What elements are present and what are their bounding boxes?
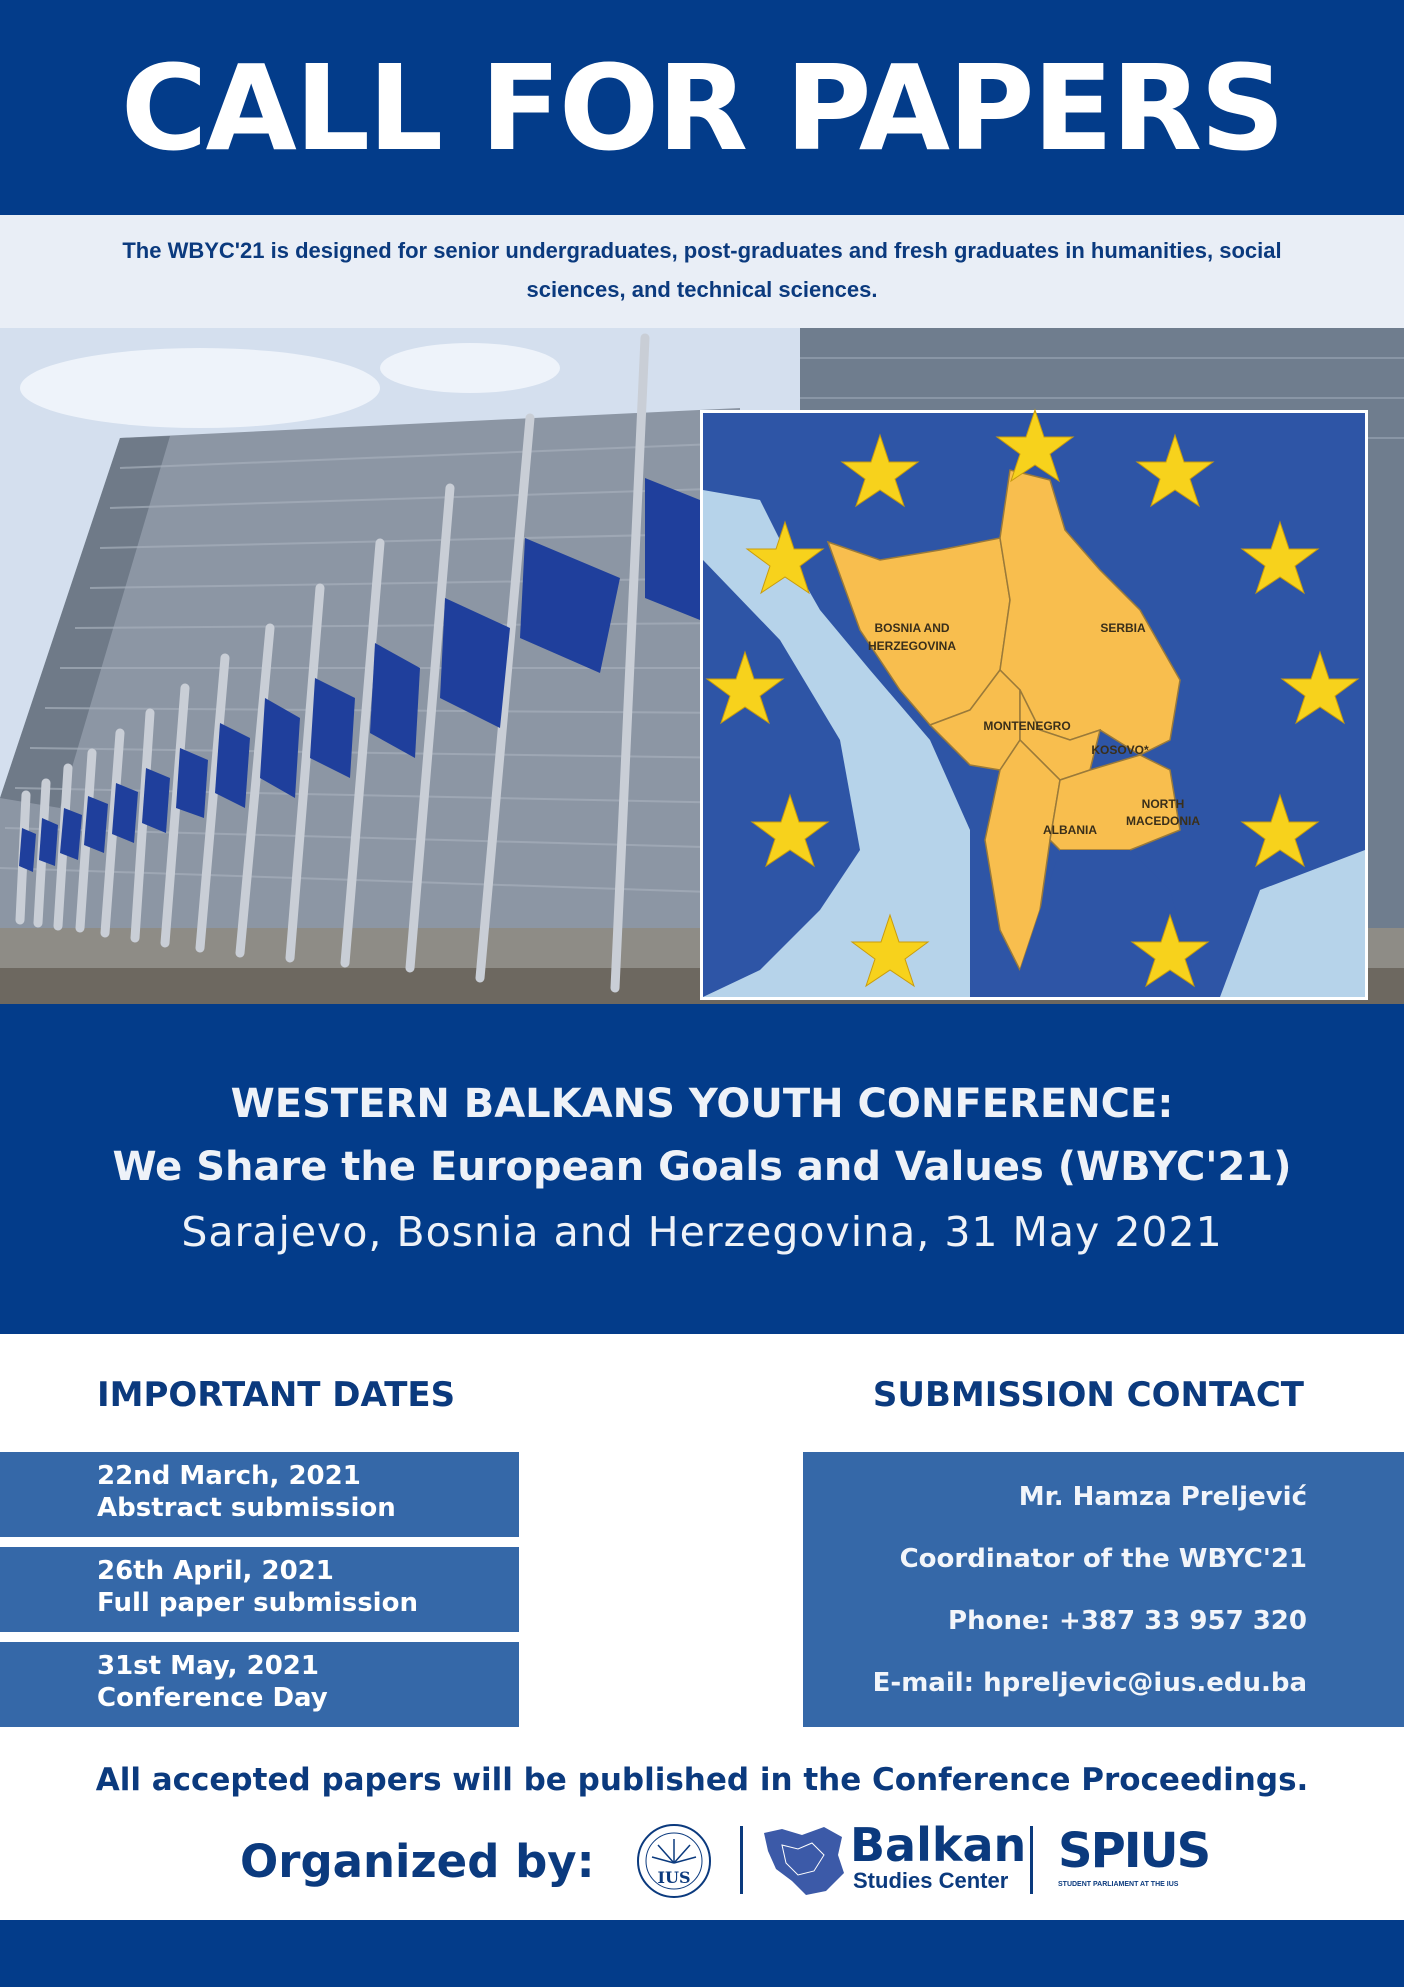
date-value: 22nd March, 2021 [97,1461,361,1491]
date-event: Full paper submission [97,1588,418,1618]
date-event: Abstract submission [97,1493,396,1523]
ius-logo [636,1823,712,1899]
eu-building-illustration [0,328,1404,1004]
contact-phone: Phone: +387 33 957 320 [948,1606,1307,1636]
contact-name: Mr. Hamza Preljević [1018,1482,1307,1512]
svg-text:IUS: IUS [657,1868,691,1887]
map-label-albania: ALBANIA [1043,823,1097,837]
intro-band [0,215,1404,328]
logo-divider [1030,1826,1033,1894]
map-label-bosnia-1: BOSNIA AND [874,621,950,635]
date-value: 26th April, 2021 [97,1556,334,1586]
balkans-map [700,410,1368,1000]
map-label-serbia: SERBIA [1100,621,1146,635]
submission-contact-heading: SUBMISSION CONTACT [872,1375,1304,1415]
conference-band [0,1004,1404,1334]
conference-location: Sarajevo, Bosnia and Herzegovina, 31 May 2021 [181,1208,1223,1256]
proceedings-notice: All accepted papers will be published in the Conference Proceedings. [95,1762,1309,1798]
date-value: 31st May, 2021 [97,1651,319,1681]
date-item [0,1452,519,1537]
conference-subtitle: We Share the European Goals and Values (WBYC'21) [112,1144,1292,1190]
hero-photo [0,328,1404,1004]
date-item [0,1547,519,1632]
header-banner [0,0,1404,215]
conference-title: WESTERN BALKANS YOUTH CONFERENCE: [230,1081,1174,1127]
map-label-north-mk-1: NORTH [1141,797,1185,811]
date-item [0,1642,519,1727]
organized-by-label: Organized by: [240,1835,595,1888]
contact-email[interactable]: E-mail: hpreljevic@ius.edu.ba [872,1668,1307,1698]
logo-divider [740,1826,743,1894]
page-title: CALL FOR PAPERS [120,39,1284,177]
important-dates-heading: IMPORTANT DATES [97,1375,456,1415]
spius-logo: SPIUS [1058,1823,1210,1879]
map-label-montenegro: MONTENEGRO [983,719,1071,733]
map-label-north-mk-2: MACEDONIA [1126,814,1200,828]
map-label-bosnia-2: HERZEGOVINA [867,639,957,653]
spius-logo-subtitle: STUDENT PARLIAMENT AT THE IUS [1058,1881,1179,1888]
date-event: Conference Day [97,1683,328,1713]
bsc-logo-title: Balkan [850,1818,1027,1872]
map-label-kosovo: KOSOVO* [1091,743,1149,757]
intro-text: The WBYC'21 is designed for senior undergraduates, post-graduates and fresh graduates in humanities, social sciences, and technical sciences. [122,238,1282,302]
balkan-map-icon [762,1825,846,1897]
contact-box [803,1452,1404,1727]
footer-bar [0,1920,1404,1987]
contact-role: Coordinator of the WBYC'21 [899,1544,1307,1574]
bsc-logo-subtitle: Studies Center [853,1868,1009,1893]
